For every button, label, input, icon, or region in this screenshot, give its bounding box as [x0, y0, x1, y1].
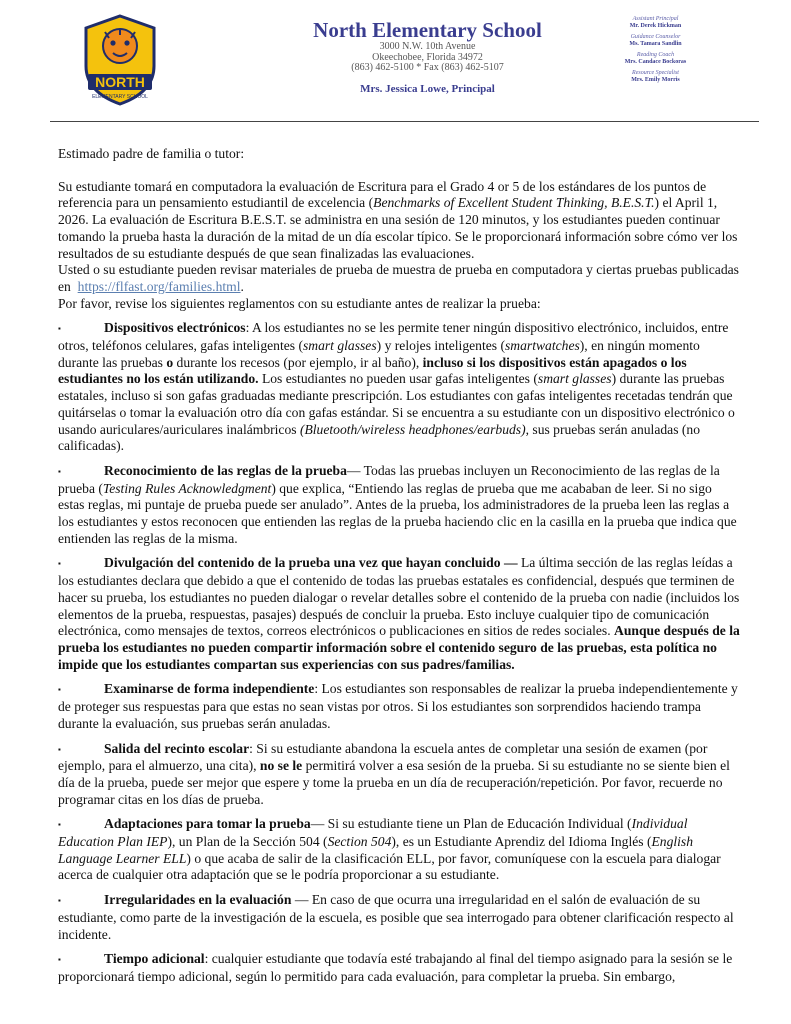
- letter-body: [58, 146, 741, 986]
- school-name: North Elementary School: [313, 18, 542, 42]
- bullet-icon: ▪: [58, 896, 61, 906]
- rule-item-disclosure: [58, 555, 741, 673]
- greeting: Estimado padre de familia o tutor:: [58, 146, 245, 161]
- rule-title: Irregularidades en la evaluación: [104, 892, 292, 908]
- bold-text: o: [166, 354, 174, 370]
- bullet-icon: ▪: [58, 685, 61, 695]
- rule-title: Adaptaciones para tomar la prueba: [104, 816, 311, 832]
- text: ), es un Estudiante Aprendiz del Idioma Inglés (: [391, 834, 652, 850]
- staff-name: Mr. Derek Hickman: [629, 23, 682, 29]
- svg-text:NORTH: NORTH: [95, 74, 145, 90]
- bullet-icon: ▪: [58, 324, 61, 334]
- staff-role: Assistant Principal: [632, 16, 679, 22]
- text: ) y relojes inteligentes (: [376, 338, 505, 354]
- bold-text: incluso si los dispositivos están apagados o los estudiantes no los están utilizando.: [58, 354, 687, 387]
- header-divider: [50, 121, 759, 122]
- address-line-2: Okeechobee, Florida 34972: [372, 51, 483, 63]
- rule-title: Tiempo adicional: [104, 951, 205, 967]
- italic-text: (Bluetooth/wireless headphones/earbuds): [299, 421, 526, 437]
- text: : Los estudiantes son responsables de realizar la prueba independientemente y de proteger sus respuestas para que estas no sean vistas por otros. Si los estudiantes son sorprendidos haciendo trampa durante la evaluación, sus pruebas serán anuladas.: [58, 681, 738, 731]
- text: ) durante las pruebas estatales, incluso si son gafas graduadas mediante prescripción. Los estudiantes con gafas inteligentes recetadas tendrán que quitárselas o tomar la evaluación otro día con gafas estándar. Si se encuentra a su estudiante con un dispositivo electrónico o usando auriculares/auriculares inalámbricos: [58, 371, 735, 437]
- italic-text: Testing Rules Acknowledgment: [102, 480, 272, 496]
- italic-text: Section 504: [327, 834, 392, 850]
- text: Usted o su estudiante pueden revisar materiales de prueba de muestra de prueba en computadora y ciertas pruebas publicadas en: [58, 262, 739, 294]
- bullet-icon: ▪: [58, 466, 61, 476]
- materials-paragraph: Usted o su estudiante pueden revisar materiales de prueba de muestra de prueba en computadora y ciertas pruebas publicadas en https://flfast.org/families.html.: [58, 262, 739, 294]
- text: : Si su estudiante abandona la escuela antes de completar una sesión de examen (por ejemplo, para el almuerzo, una cita),: [58, 740, 708, 774]
- intro-paragraph: [58, 179, 741, 263]
- rule-title: Examinarse de forma independiente: [104, 681, 315, 697]
- principal-name: Mrs. Jessica Lowe, Principal: [360, 82, 495, 95]
- school-info: [300, 18, 555, 95]
- staff-list: [608, 16, 703, 88]
- phone-fax: (863) 462-5100 * Fax (863) 462-5107: [351, 62, 504, 73]
- school-tiger-logo: [80, 14, 160, 106]
- italic-text: Benchmarks of Excellent Student Thinking, B.E.S.T.: [373, 195, 655, 211]
- rule-title: Divulgación del contenido de la prueba una vez que hayan concluido —: [104, 555, 518, 571]
- families-link[interactable]: https://flfast.org/families.html: [77, 278, 241, 294]
- rule-title: Reconocimiento de las reglas de la prueba: [104, 462, 347, 478]
- text: ) el April 1, 2026. La evaluación de Escritura B.E.S.T. se administra en una sesión de 120 minutos, y los estudiantes pueden continuar tomando la prueba hasta la duración de la mitad de un día escolar típico. Se le proporcionará información sobre cómo ver los resultados de su estudiante después de que sean finalizadas las evaluaciones.: [58, 195, 738, 261]
- text: , sus pruebas serán anuladas (no calificadas).: [58, 421, 701, 454]
- rule-item-independent: [58, 681, 741, 732]
- address-line-1: 3000 N.W. 10th Avenue: [379, 41, 476, 52]
- review-paragraph: Por favor, revise los siguientes reglamentos con su estudiante antes de realizar la prueba:: [58, 295, 541, 311]
- staff-role: Resource Specialist: [632, 70, 679, 76]
- text: Su estudiante tomará en computadora la evaluación de Escritura para el Grado 4 or 5 de los estándares de los puntos de referencia para un pensamiento estudiantil de excelencia (: [58, 178, 707, 211]
- text: ), en ningún momento durante las pruebas: [58, 338, 700, 370]
- rule-item-extra-time: [58, 951, 741, 985]
- text: ) que explica, “Entiendo las reglas de prueba que me acababan de leer. Si no sigo estas reglas, mi puntaje de prueba puede ser anulado”. Antes de la prueba, los administradores de la prueba leen las reglas a los estudiantes y estos reconocen que entienden las reglas de la prueba haciendo clic en la casilla en la prueba que indica que entienden las reglas de la misma.: [58, 480, 737, 546]
- italic-text: smart glasses: [302, 338, 377, 354]
- rule-item-leaving-campus: [58, 741, 741, 809]
- text: : cualquier estudiante que todavía esté trabajando al final del tiempo asignado para la sesión se le proporcionará tiempo adicional, según lo permitido para cada evaluación, para completar la prueba. Sin embargo,: [58, 951, 733, 984]
- staff-name: Mrs. Candace Bockoras: [624, 59, 687, 65]
- text: ) o que acaba de salir de la clasificación ELL, por favor, comuníquese con la escuela para dialogar acerca de cualquier otra adaptación que se le podría proporcionar a su estudiante.: [58, 850, 721, 883]
- bullet-icon: ▪: [58, 559, 61, 569]
- letterhead: [0, 0, 791, 122]
- italic-text: Individual Education Plan IEP: [58, 816, 688, 850]
- bold-text: no se le: [259, 758, 303, 774]
- text: Los estudiantes no pueden usar gafas inteligentes (: [258, 371, 538, 387]
- bullet-icon: ▪: [58, 955, 61, 965]
- rule-title: Dispositivos electrónicos: [104, 320, 246, 336]
- rule-item-devices: [58, 320, 741, 455]
- rule-title: Salida del recinto escolar: [104, 740, 250, 756]
- rule-item-accommodations: [58, 816, 741, 884]
- bullet-icon: ▪: [58, 820, 61, 830]
- text: — Todas las pruebas incluyen un Reconocimiento de las reglas de la prueba (: [58, 462, 720, 496]
- text: : A los estudiantes no se les permite tener ningún dispositivo electrónico, incluidos, entre otros, teléfonos celulares, gafas inteligentes (: [58, 320, 729, 354]
- rule-item-irregularities: [58, 892, 741, 943]
- bullet-icon: ▪: [58, 744, 61, 754]
- text: — En caso de que ocurra una irregularidad en el salón de evaluación de su estudiante, como parte de la investigación de la escuela, es posible que sea interrogado para obtener clarificación respecto al incidente.: [58, 892, 734, 942]
- italic-text: smart glasses: [537, 371, 612, 387]
- bold-text: Aunque después de la prueba los estudiantes no pueden compartir información sobre el contenido seguro de las pruebas, esta política no impide que los estudiantes compartan sus experiencias con sus padres/familias.: [58, 623, 740, 672]
- staff-name: Ms. Tamara Sandlin: [629, 41, 682, 47]
- staff-role: Guidance Counselor: [630, 34, 681, 40]
- rule-item-acknowledgment: [58, 463, 741, 548]
- text: — Si su estudiante tiene un Plan de Educación Individual (: [310, 816, 632, 832]
- italic-text: English Language Learner ELL: [58, 834, 694, 866]
- text: La última sección de las reglas leídas a los estudiantes declara que debido a que el contenido de todas las pruebas estatales es confidencial, después que terminen de hacer su prueba, los estudiantes no pueden dialogar o revelar detalles sobre el contenido de la prueba con nadie (incluidos los elementos de la prueba, respuestas, pasajes) después de concluir la prueba. Esto incluye cualquier tipo de comunicación electrónica, como mensajes de textos, correos electrónicos o publicaciones en sitios de redes sociales.: [58, 555, 740, 639]
- svg-text:ELEMENTARY SCHOOL: ELEMENTARY SCHOOL: [92, 94, 148, 100]
- text: durante los recesos (por ejemplo, ir al baño),: [173, 354, 423, 370]
- staff-role: Reading Coach: [636, 52, 675, 58]
- text: ), un Plan de la Sección 504 (: [167, 834, 328, 850]
- staff-name: Mrs. Emily Morris: [631, 77, 680, 83]
- text: permitirá volver a esa sesión de la prueba. Si su estudiante no se siente bien el día de la prueba, puede ser mejor que espere y tome la prueba en un día de recuperación/repetición. Por favor, recuerde no programar citas en los días de prueba.: [58, 758, 730, 807]
- italic-text: smartwatches: [505, 338, 580, 354]
